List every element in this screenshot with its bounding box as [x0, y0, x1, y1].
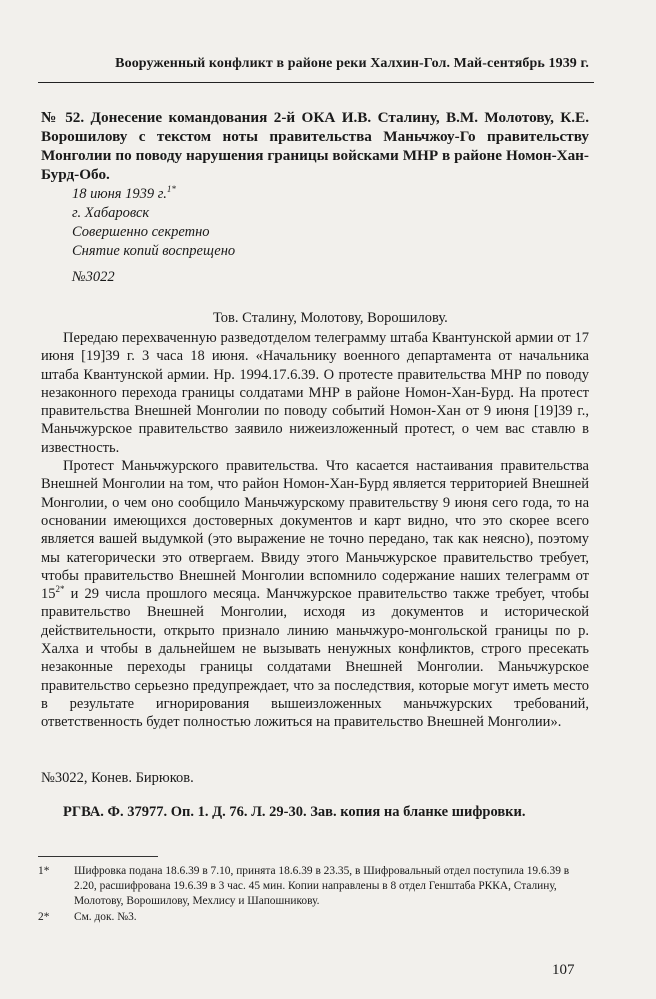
footnote-rule: [38, 856, 158, 857]
meta-copy-restriction: Снятие копий воспрещено: [72, 243, 236, 259]
archive-reference: РГВА. Ф. 37977. Оп. 1. Д. 76. Л. 29-30. Зав. копия на бланке шифровки.: [63, 804, 526, 820]
meta-date: 18 июня 1939 г.: [72, 186, 167, 202]
body-paragraph-1: Передаю перехваченную разведотделом телеграмму штаба Квантунской армии от 17 июня [19]39 г. 3 часа 18 июня. «Начальнику военного департамента от начальника штаба Квантунской армии. Нр. 1994.17.6.39. О протесте правительства МНР по поводу незаконного перехода границы солдатами МНР в районе Номон-Хан-Бурд. На протест правительства Внешней Монголии по поводу событий Номон-Хан от 9 июня [19]39 г., Маньчжурское правительство заявило нижеизложенный протест, о чем вас ставлю в известность.: [41, 330, 589, 456]
running-header: Вооруженный конфликт в районе реки Халхин-Гол. Май-сентябрь 1939 г.: [115, 56, 589, 71]
document-body: [41, 329, 589, 732]
header-rule: [38, 82, 594, 83]
signature-line: №3022, Конев. Бирюков.: [41, 770, 194, 786]
document-number: №3022: [72, 269, 115, 285]
footnote-text: См. док. №3.: [74, 911, 137, 923]
meta-date-line: [72, 185, 392, 204]
page-number: 107: [552, 962, 575, 978]
footnote-mark: 2*: [38, 911, 50, 923]
footnote-item: [38, 910, 590, 925]
address-line: Тов. Сталину, Молотову, Ворошилову.: [213, 310, 448, 326]
meta-classification: Совершенно секретно: [72, 224, 210, 240]
document-title: № 52. Донесение командования 2-й ОКА И.В. Сталину, В.М. Молотову, К.Е. Ворошилову с текстом ноты правительства Маньчжоу-Го правительству Монголии по поводу нарушения границы войсками МНР в районе Номон-Хан-Бурд-Обо.: [41, 109, 589, 183]
footnote-item: [38, 864, 590, 909]
footnote-text: Шифровка подана 18.6.39 в 7.10, принята 18.6.39 в 23.35, в Шифровальный отдел поступила 19.6.39 в 2.20, расшифрована 19.6.39 в 3 час. 45 мин. Копии направлены в 8 отдел Генштаба РККА, Сталину, Молотову, Ворошилову, Мехлису и Шапошникову.: [74, 865, 570, 907]
meta-place: г. Хабаровск: [72, 205, 150, 221]
body-paragraph-2: [41, 457, 589, 731]
document-meta: [72, 185, 392, 261]
body-paragraph-2-part-1: Протест Маньчжурского правительства. Что касается настаивания правительства Внешней Монголии на том, что район Номон-Хан-Бурд является территорией Внешней Монголии, о чем оно сообщило Маньчжурскому правительству 9 июня сего года, то на основании имеющихся достоверных документов и карт видно, что это скорее всего является вашей выдумкой (это выражение не точно передано, так как неясно), поэтому мы категорически это отвергаем. Ввиду этого Маньчжурское правительство требует, чтобы правительство Внешней Монголии вспомнило содержание наших телеграмм от 15: [41, 458, 589, 603]
body-paragraph-2-part-2: и 29 числа прошлого месяца. Манчжурское правительство также требует, чтобы правительство Внешней Монголии, исходя из документов и исторической действительности, открыто признало линию маньчжуро-монгольской границы по р. Халха и чтобы в дальнейшем не вызывать ненужных конфликтов, строго пресекать незаконные переходы границы солдатами Внешней Монголии. Маньчжурское правительство серьезно предупреждает, что за последствия, которые могут иметь место в результате игнорирования вышеизложенных маньчжурских требований, ответственность будет полностью ложиться на правительство Внешней Монголии».: [41, 586, 589, 731]
footnote-mark: 1*: [38, 865, 50, 877]
footnotes: [38, 864, 590, 926]
footnote-ref-2[interactable]: 2*: [55, 584, 65, 595]
footnote-ref-1[interactable]: 1*: [166, 184, 176, 195]
